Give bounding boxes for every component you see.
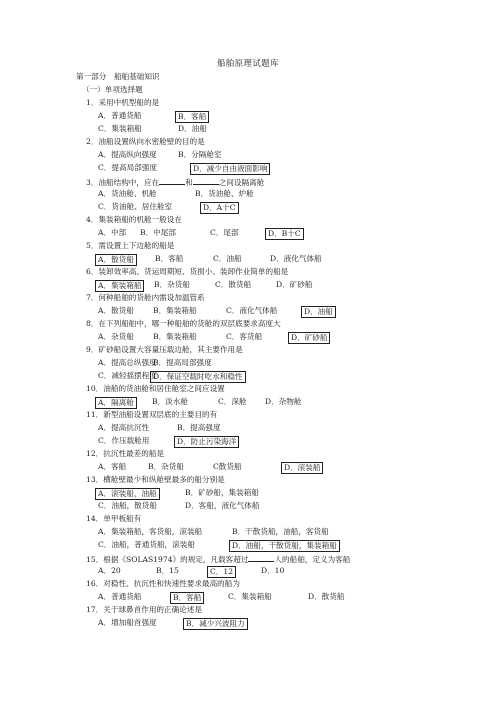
- question-stem: 11．新型油船设置双层底的主要目的有: [86, 410, 218, 419]
- option-d-answer: D．滚装船: [281, 462, 323, 474]
- question-options-row: [98, 332, 418, 342]
- question-stem: 10．油船的货油舱和居住舱室之间应设置: [86, 384, 225, 393]
- option-d-answer: D．矿砂船: [288, 332, 330, 344]
- question-options-row: [98, 423, 418, 433]
- option-a: A．普通货船: [98, 111, 142, 120]
- option-b: B．15: [156, 566, 179, 575]
- option-c: C散货船: [213, 462, 242, 471]
- stem-part: 3．油船结构中，应在: [86, 178, 160, 187]
- option-b-answer: B．减少兴波阻力: [183, 618, 248, 630]
- option-c: C．油船，散货船: [98, 501, 157, 510]
- fill-blank: [248, 553, 274, 562]
- question-options-row: [98, 462, 418, 472]
- option-a-answer: A．集装箱船: [95, 280, 144, 292]
- option-a: A．普通货船: [98, 592, 142, 601]
- option-d: D．10: [261, 566, 285, 575]
- option-c: C．作压载舱用: [98, 436, 150, 445]
- question-stem: 2．油船设置纵向水密舱壁的目的是: [86, 137, 205, 146]
- question-stem: 4．集装箱船的机舱一般设在: [86, 215, 182, 224]
- option-b: B．中尾部: [140, 228, 176, 237]
- option-c: C．提高局部强度: [98, 163, 157, 172]
- option-a-answer: A．散货船: [95, 254, 137, 266]
- question-options-row: [98, 150, 398, 160]
- option-c: C．深舱: [218, 397, 247, 406]
- stem-part: 15．根据《SOLAS1974》的规定，凡载客超过: [86, 555, 249, 564]
- question-stem: 12．抗沉性最差的船是: [86, 449, 165, 458]
- stem-part: 和: [185, 178, 193, 187]
- option-d: D．油船: [178, 124, 207, 133]
- option-c: C．尾部: [210, 228, 239, 237]
- option-d-answer: D．减少自由液面影响: [190, 163, 270, 175]
- option-a: A．中部: [98, 228, 127, 237]
- option-b: B．集装箱船: [153, 332, 197, 341]
- question-options-row: [98, 371, 418, 381]
- question-options-row: [98, 527, 438, 537]
- option-b: B．提高强度: [177, 423, 221, 432]
- option-c: C．集装箱船: [98, 124, 142, 133]
- option-b: B．货油舱、炉舱: [195, 189, 254, 198]
- option-d-answer: D．油船: [301, 306, 336, 318]
- question-options-row: [98, 202, 398, 212]
- option-b: B．矿砂船，集装箱船: [185, 488, 259, 497]
- option-d: D．客船，液化气体船: [185, 501, 260, 510]
- option-a: A．散货船: [98, 306, 134, 315]
- question-options-row: [98, 189, 398, 199]
- option-b: B．淡水舱: [152, 397, 188, 406]
- part-heading: 第一部分 船舶基础知识: [76, 72, 160, 81]
- question-stem: 13．横舱壁最少和纵舱壁最多的船分别是: [86, 475, 225, 484]
- option-b: B．提高局部强度: [153, 358, 212, 367]
- question-stem: 5．需设置上下边舱的船是: [86, 241, 175, 250]
- question-options-row: [98, 306, 418, 316]
- question-options-row: [98, 566, 418, 576]
- question-options-row: [98, 540, 438, 550]
- question-options-row: [98, 111, 398, 121]
- option-c: C．油船: [213, 254, 242, 263]
- question-stem: 17．关于球鼻首作用的正确论述是: [86, 605, 202, 614]
- question-stem: 6．装卸效率高、货运周期短、货损小、装卸作业简单的船是: [86, 267, 289, 276]
- question-options-row: [98, 592, 418, 602]
- option-a: A．提高纵向强度: [98, 150, 157, 159]
- question-options-row: [98, 397, 418, 407]
- question-options-row: [98, 228, 398, 238]
- option-a: A．货油舱、机舱: [98, 189, 157, 198]
- option-a: A．杂货船: [98, 332, 134, 341]
- option-d-answer: D．B十C: [265, 228, 304, 240]
- option-d: D．矿砂船: [276, 280, 313, 289]
- option-a-answer: A．隔离舱: [95, 397, 137, 409]
- option-d-answer: D．保证空载时吃水和稳性: [150, 371, 246, 383]
- stem-part: 人的船舶，定义为客船: [274, 555, 351, 564]
- question-stem: 8．在下列船舶中，哪一种船舶的货舱的双层底要求高度大: [86, 319, 281, 328]
- question-stem: [86, 176, 264, 186]
- option-a: A．客船: [98, 462, 127, 471]
- question-stem: 9．矿砂船设置大容量压载边舱，其主要作用是: [86, 345, 243, 354]
- question-stem: 7．何种船舶的货舱内需设加温管系: [86, 293, 205, 302]
- option-b-answer: B．客船: [175, 111, 209, 123]
- question-options-row: [98, 280, 418, 290]
- fill-blank: [193, 176, 219, 185]
- question-options-row: [98, 501, 418, 511]
- option-a: A．增加船首强度: [98, 618, 157, 627]
- option-a: A．提高总纵强度: [98, 358, 157, 367]
- question-options-row: [98, 163, 398, 173]
- question-options-row: [98, 254, 418, 264]
- stem-part: 之间设隔离舱: [218, 178, 265, 187]
- section-heading: （一）单项选择题: [82, 85, 143, 94]
- question-stem: 1．采用中机型船的是: [86, 98, 160, 107]
- option-b: B．杂货船: [154, 280, 190, 289]
- option-d: D．散货船: [308, 592, 345, 601]
- document-title: 船舶原理试题库: [216, 58, 280, 68]
- option-c: C．散货船: [215, 280, 252, 289]
- option-b: B．客船: [155, 254, 184, 263]
- option-b: B．分隔舱室: [178, 150, 222, 159]
- option-b: B．干散货船，油船，客货船: [232, 527, 329, 536]
- option-c: C．货油舱、居住舱室: [98, 202, 173, 211]
- option-a: A．提高抗沉性: [98, 423, 150, 432]
- question-stem: 14．单甲板船有: [86, 514, 142, 523]
- option-d: D．杂物舱: [265, 397, 302, 406]
- option-d: D．液化气体船: [270, 254, 322, 263]
- question-options-row: [98, 488, 418, 498]
- option-a: A．集装箱船，客货船，滚装船: [98, 527, 203, 536]
- option-a-answer: A．滚装船，油船: [95, 488, 160, 500]
- option-d-answer: D．防止污染海洋: [174, 436, 239, 448]
- option-d-answer: D．A十C: [200, 202, 239, 214]
- option-d-answer: D．油船，干散货船，集装箱船: [229, 540, 340, 552]
- question-stem: [86, 553, 350, 563]
- option-c: C．集装箱船: [228, 592, 272, 601]
- question-options-row: [98, 358, 418, 368]
- option-c-answer: C．12: [207, 566, 236, 578]
- option-c: C．减轻摇摆程度: [98, 371, 157, 380]
- option-b: B．集装箱船: [153, 306, 197, 315]
- question-options-row: [98, 618, 418, 628]
- option-c: C．油船，普通货船，滚装船: [98, 540, 195, 549]
- option-c: C．客货船: [226, 332, 263, 341]
- fill-blank: [159, 176, 185, 185]
- option-b-answer: B．客船: [170, 592, 204, 604]
- option-a: A．20: [98, 566, 121, 575]
- question-options-row: [98, 436, 418, 446]
- question-stem: 16．对稳性、抗沉性和快速性要求最高的船为: [86, 579, 240, 588]
- question-options-row: [98, 124, 398, 134]
- option-b: B．杂货船: [148, 462, 184, 471]
- option-c: C．液化气体船: [226, 306, 278, 315]
